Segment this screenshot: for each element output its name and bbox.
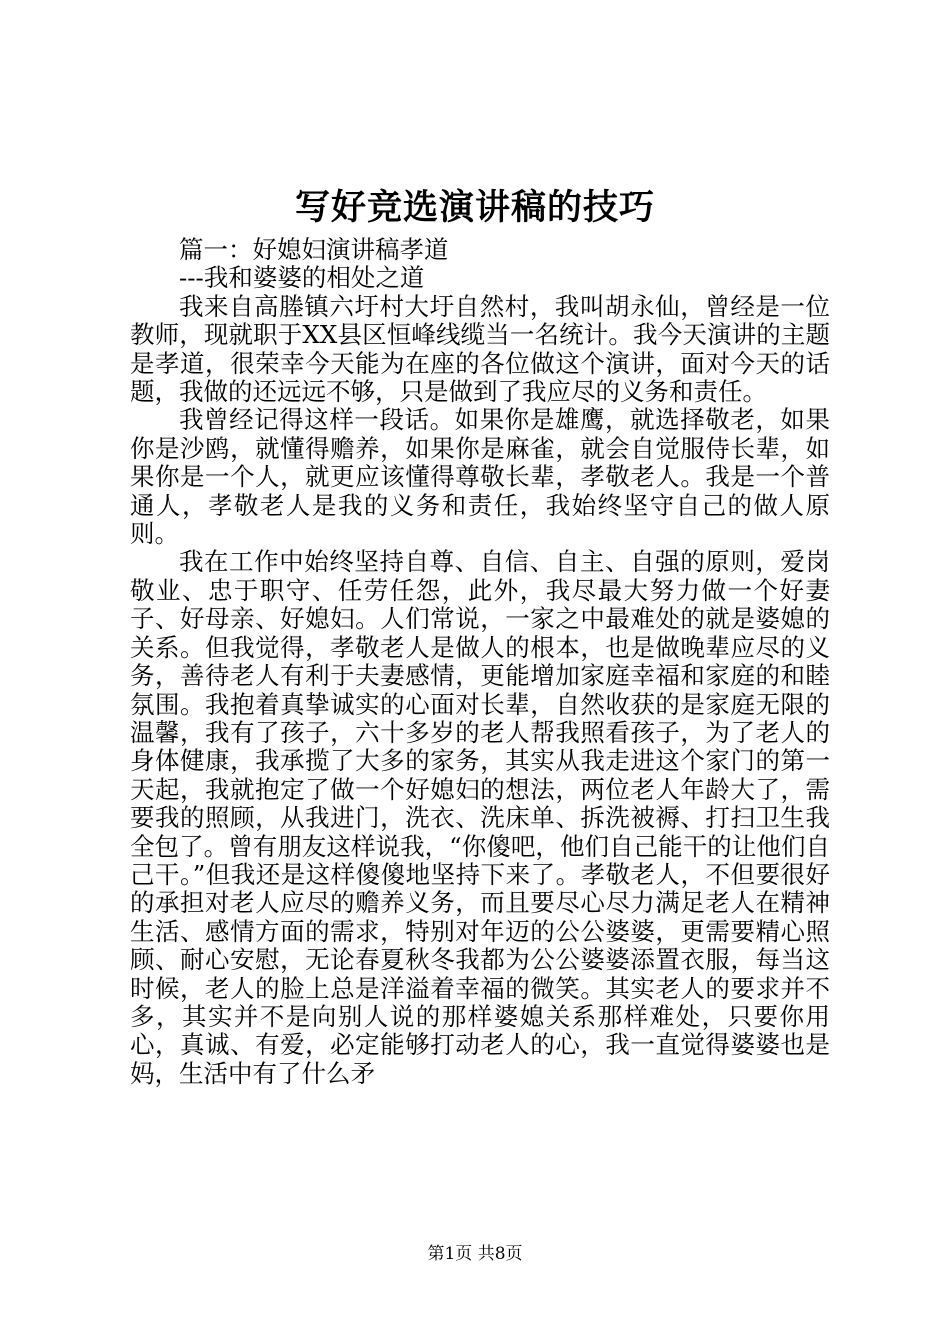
document-title: 写好竞选演讲稿的技巧 (294, 187, 655, 228)
section-heading: 篇一：好媳妇演讲稿孝道 (179, 235, 449, 264)
page-number-footer: 第1页 共8页 (427, 1244, 523, 1264)
section-subtitle: ---我和婆婆的相处之道 (179, 263, 425, 293)
body-paragraph: 我曾经记得这样一段话。如果你是雄鹰，就选择敬老，如果你是沙鸥，就懂得赡养，如果你是麻雀，就会自觉服侍长辈，如果你是一个人，就更应该懂得尊敬长辈，孝敬老人。我是一个普通人，孝敬老人是我的义务和责任，我始终坚守自己的做人原则。 (130, 405, 830, 549)
body-paragraph: 我在工作中始终坚持自尊、自信、自主、自强的原则，爱岗敬业、忠于职守、任劳任怨，此外，我尽最大努力做一个好妻子、好母亲、好媳妇。人们常说，一家之中最难处的就是婆媳的关系。但我觉得，孝敬老人是做人的根本，也是做晚辈应尽的义务，善待老人有利于夫妻感情，更能增加家庭幸福和家庭的和睦氛围。我抱着真挚诚实的心面对长辈，自然收获的是家庭无限的温馨，我有了孩子，六十多岁的老人帮我照看孩子，为了老人的身体健康，我承揽了大多的家务，其实从我走进这个家门的第一天起，我就抱定了做一个好媳妇的想法，两位老人年龄大了，需要我的照顾，从我进门，洗衣、洗床单、拆洗被褥、打扫卫生我全包了。曾有朋友这样说我，“你傻吧，他们自己能干的让他们自己干。”但我还是这样傻傻地坚持下来了。孝敬老人，不但要很好的承担对老人应尽的赡养义务，而且要尽心尽力满足老人在精神生活、感情方面的需求，特别对年迈的公公婆婆，更需要精心照顾、耐心安慰，无论春夏秋冬我都为公公婆婆添置衣服，每当这时候，老人的脸上总是洋溢着幸福的微笑。其实老人的要求并不多，其实并不是向别人说的那样婆媳关系那样难处，只要你用心，真诚、有爱，必定能够打动老人的心，我一直觉得婆婆也是妈，生活中有了什么矛 (130, 547, 830, 1088)
body-paragraph: 我来自高塍镇六圩村大圩自然村，我叫胡永仙，曾经是一位教师，现就职于XX县区恒峰线缆当一名统计。我今天演讲的主题是孝道，很荣幸今天能为在座的各位做这个演讲，面对今天的话题，我做的还远远不够，只是做到了我应尽的义务和责任。 (130, 291, 830, 407)
document-body (130, 236, 830, 1088)
